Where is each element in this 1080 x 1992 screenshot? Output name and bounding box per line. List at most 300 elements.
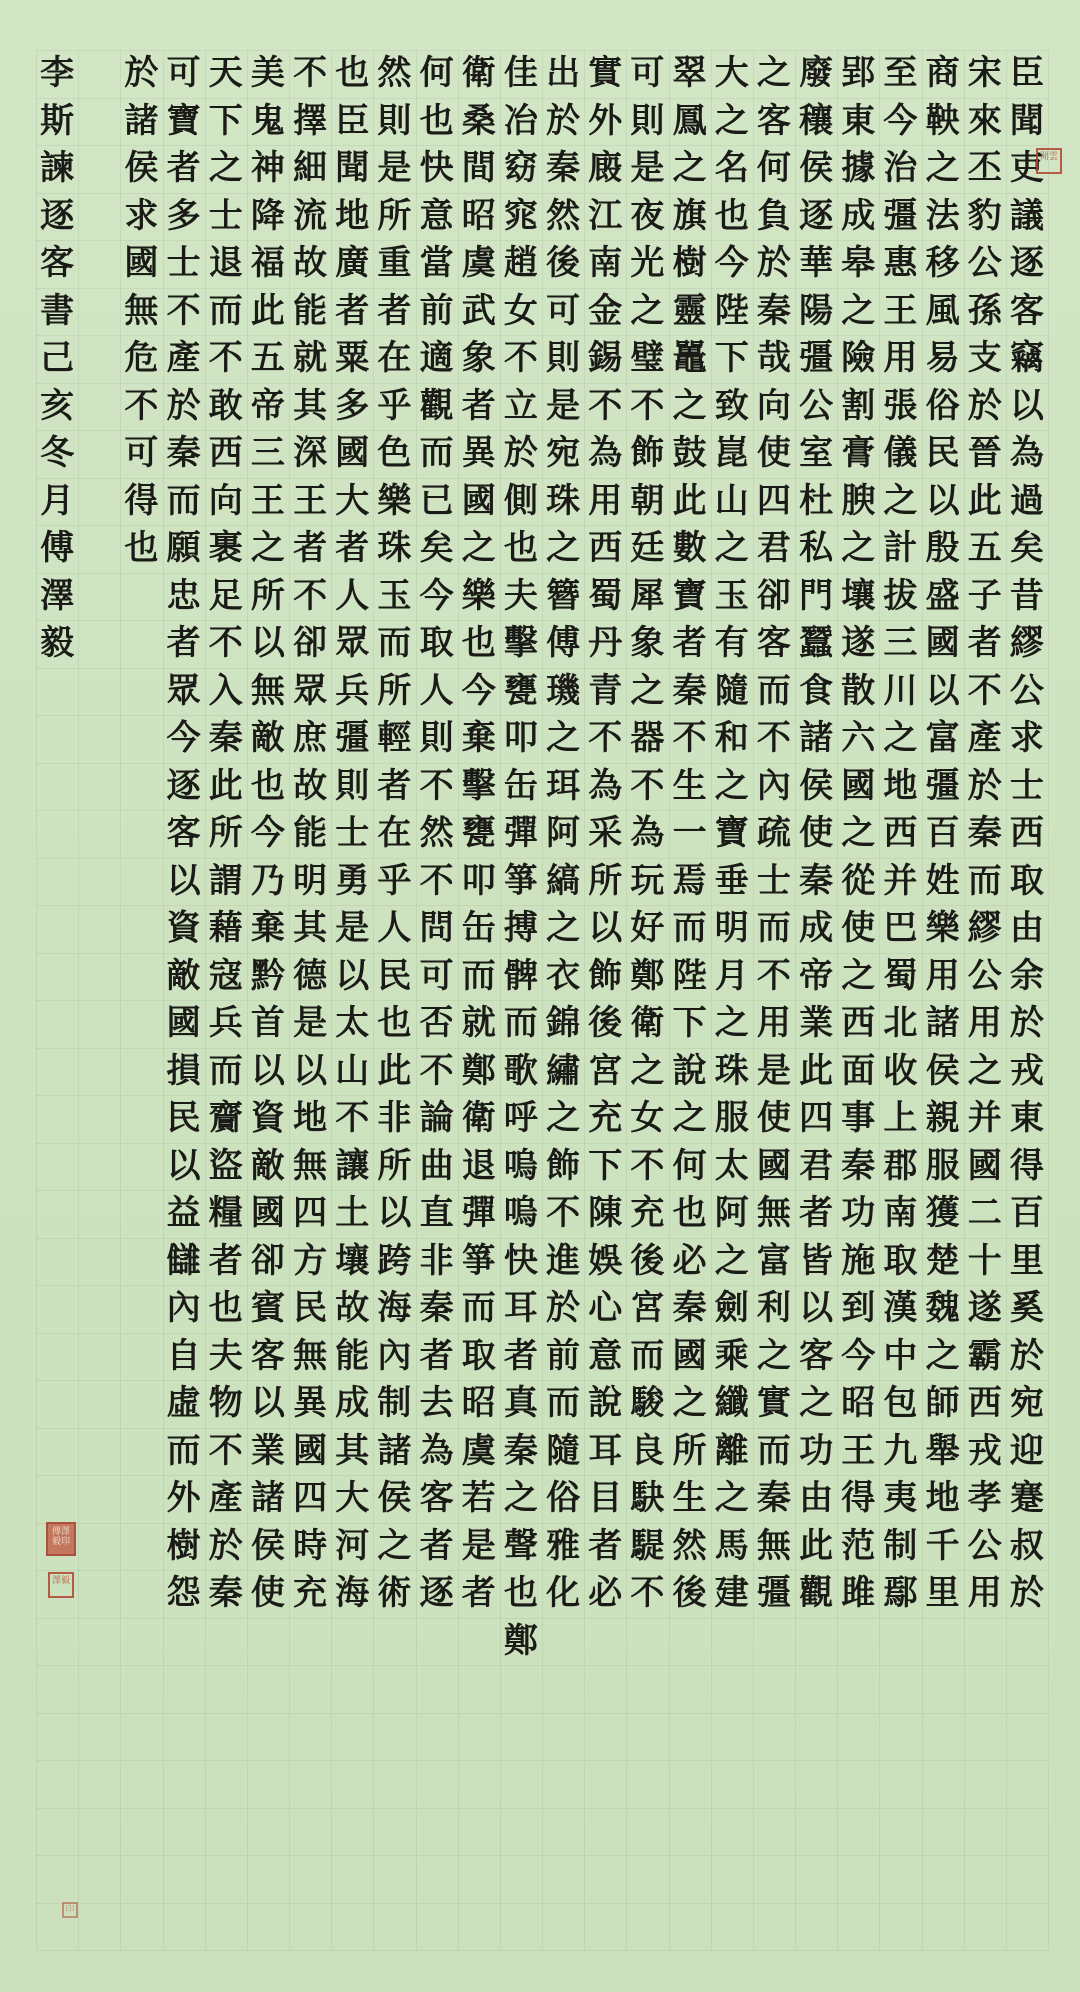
character: 由 bbox=[1009, 908, 1044, 948]
character: 遂 bbox=[841, 623, 876, 663]
character: 鄭 bbox=[461, 1050, 496, 1091]
character: 得 bbox=[124, 480, 159, 521]
character: 建 bbox=[714, 1573, 749, 1613]
character: 穰 bbox=[799, 100, 834, 141]
character: 客 bbox=[756, 100, 791, 141]
character: 人 bbox=[419, 670, 454, 711]
character: 兵 bbox=[335, 670, 370, 711]
character: 而 bbox=[503, 1003, 538, 1043]
character: 王 bbox=[841, 1430, 876, 1471]
character: 虞 bbox=[461, 1430, 496, 1471]
character: 秦 bbox=[208, 718, 243, 758]
character: 逐 bbox=[1009, 243, 1044, 283]
character: 髀 bbox=[503, 955, 538, 996]
character: 王 bbox=[293, 480, 328, 521]
character: 能 bbox=[335, 1335, 370, 1376]
character: 里 bbox=[925, 1573, 960, 1613]
character: 夷 bbox=[883, 1478, 918, 1518]
character: 珠 bbox=[546, 480, 581, 521]
character: 四 bbox=[799, 1098, 834, 1138]
character: 於 bbox=[166, 385, 201, 426]
character: 虛 bbox=[166, 1383, 201, 1423]
character: 時 bbox=[293, 1525, 328, 1566]
character: 也 bbox=[419, 100, 454, 141]
character: 取 bbox=[419, 623, 454, 663]
character: 何 bbox=[756, 148, 791, 188]
character: 在 bbox=[377, 338, 412, 378]
character: 之 bbox=[967, 1050, 1002, 1091]
character: 方 bbox=[293, 1240, 328, 1281]
character: 外 bbox=[166, 1478, 201, 1518]
character: 則 bbox=[546, 338, 581, 378]
character: 是 bbox=[377, 148, 412, 188]
character: 宛 bbox=[546, 433, 581, 473]
character: 衛 bbox=[630, 1003, 665, 1043]
character: 門 bbox=[799, 575, 834, 616]
character: 輕 bbox=[377, 718, 412, 758]
character: 國 bbox=[841, 765, 876, 806]
character: 不 bbox=[588, 385, 623, 426]
character: 嗚 bbox=[503, 1193, 538, 1233]
character: 乘 bbox=[714, 1335, 749, 1376]
character: 劍 bbox=[714, 1288, 749, 1328]
character: 國 bbox=[166, 1003, 201, 1043]
character: 得 bbox=[841, 1478, 876, 1518]
character: 割 bbox=[841, 385, 876, 426]
character: 李 bbox=[40, 53, 75, 93]
character: 張 bbox=[883, 385, 918, 426]
character: 而 bbox=[756, 1430, 791, 1471]
character: 駃 bbox=[630, 1478, 665, 1518]
text-column bbox=[669, 50, 711, 1950]
character: 內 bbox=[377, 1335, 412, 1376]
character: 鞅 bbox=[925, 100, 960, 141]
character: 成 bbox=[799, 908, 834, 948]
character: 重 bbox=[377, 243, 412, 283]
character: 之 bbox=[377, 1525, 412, 1566]
character: 客 bbox=[756, 623, 791, 663]
character: 故 bbox=[293, 243, 328, 283]
text-column bbox=[1006, 50, 1048, 1950]
character: 黔 bbox=[250, 955, 285, 996]
character: 使 bbox=[841, 908, 876, 948]
character: 戎 bbox=[1009, 1050, 1044, 1091]
calligraphy-grid bbox=[36, 50, 1048, 1950]
character: 粟 bbox=[335, 338, 370, 378]
character: 無 bbox=[293, 1145, 328, 1186]
text-column bbox=[584, 50, 626, 1950]
character: 不 bbox=[630, 765, 665, 806]
character: 者 bbox=[377, 290, 412, 331]
character: 中 bbox=[883, 1335, 918, 1376]
character: 臣 bbox=[1009, 53, 1044, 93]
character: 散 bbox=[841, 670, 876, 711]
character: 以 bbox=[166, 1145, 201, 1186]
seal-name-2: 澤毅 bbox=[48, 1572, 74, 1598]
character: 讓 bbox=[335, 1145, 370, 1186]
character: 快 bbox=[419, 148, 454, 188]
character: 魏 bbox=[925, 1288, 960, 1328]
character: 曲 bbox=[419, 1145, 454, 1186]
character: 明 bbox=[714, 908, 749, 948]
character: 旗 bbox=[672, 195, 707, 236]
text-column bbox=[500, 50, 542, 1950]
character: 者 bbox=[335, 290, 370, 331]
character: 德 bbox=[293, 955, 328, 996]
character: 陽 bbox=[799, 290, 834, 331]
character: 者 bbox=[419, 1525, 454, 1566]
character: 不 bbox=[335, 1098, 370, 1138]
character: 向 bbox=[208, 480, 243, 521]
character: 則 bbox=[377, 100, 412, 141]
character: 而 bbox=[419, 433, 454, 473]
character: 聲 bbox=[503, 1525, 538, 1566]
character: 采 bbox=[588, 813, 623, 853]
character: 此 bbox=[967, 480, 1002, 521]
character: 求 bbox=[1009, 718, 1044, 758]
character: 之 bbox=[672, 1383, 707, 1423]
character: 已 bbox=[419, 480, 454, 521]
character: 秦 bbox=[672, 1288, 707, 1328]
character: 謂 bbox=[208, 860, 243, 901]
character: 諸 bbox=[250, 1478, 285, 1518]
character: 盛 bbox=[925, 575, 960, 616]
character: 人 bbox=[335, 575, 370, 616]
character: 帝 bbox=[799, 955, 834, 996]
character: 阿 bbox=[714, 1193, 749, 1233]
character: 負 bbox=[756, 195, 791, 236]
character: 以 bbox=[250, 623, 285, 663]
character: 拔 bbox=[883, 575, 918, 616]
character: 不 bbox=[124, 385, 159, 426]
character: 之 bbox=[714, 1240, 749, 1281]
character: 勇 bbox=[335, 860, 370, 901]
character: 可 bbox=[166, 53, 201, 93]
character: 生 bbox=[672, 1478, 707, 1518]
character: 者 bbox=[799, 1193, 834, 1233]
character: 若 bbox=[461, 1478, 496, 1518]
character: 耳 bbox=[503, 1288, 538, 1328]
character: 於 bbox=[546, 100, 581, 141]
character: 以 bbox=[925, 480, 960, 521]
character: 昭 bbox=[461, 195, 496, 236]
character: 是 bbox=[630, 148, 665, 188]
character: 今 bbox=[461, 670, 496, 711]
character: 昔 bbox=[1009, 575, 1044, 616]
character: 華 bbox=[799, 243, 834, 283]
character: 取 bbox=[1009, 860, 1044, 901]
character: 昭 bbox=[841, 1383, 876, 1423]
character: 女 bbox=[630, 1098, 665, 1138]
character: 不 bbox=[967, 670, 1002, 711]
character: 以 bbox=[1009, 385, 1044, 426]
character: 哉 bbox=[756, 338, 791, 378]
character: 蠶 bbox=[799, 623, 834, 663]
character: 不 bbox=[419, 1050, 454, 1091]
character: 象 bbox=[630, 623, 665, 663]
character: 入 bbox=[208, 670, 243, 711]
character: 臣 bbox=[335, 100, 370, 141]
character: 叔 bbox=[1009, 1525, 1044, 1566]
character: 後 bbox=[546, 243, 581, 283]
character: 百 bbox=[1009, 1193, 1044, 1233]
character: 內 bbox=[756, 765, 791, 806]
character: 者 bbox=[377, 765, 412, 806]
character: 彈 bbox=[503, 813, 538, 853]
character: 雅 bbox=[546, 1525, 581, 1566]
text-column bbox=[289, 50, 331, 1950]
text-column bbox=[78, 50, 120, 1950]
character: 棄 bbox=[461, 718, 496, 758]
character: 玩 bbox=[630, 860, 665, 901]
character: 彊 bbox=[756, 1573, 791, 1613]
character: 民 bbox=[166, 1098, 201, 1138]
character: 天 bbox=[208, 53, 243, 93]
character: 亥 bbox=[40, 385, 75, 426]
character: 說 bbox=[672, 1050, 707, 1091]
character: 疏 bbox=[756, 813, 791, 853]
character: 腴 bbox=[841, 480, 876, 521]
character: 鬼 bbox=[250, 100, 285, 141]
character: 器 bbox=[630, 718, 665, 758]
character: 於 bbox=[503, 433, 538, 473]
character: 而 bbox=[461, 955, 496, 996]
character: 者 bbox=[672, 623, 707, 663]
character: 異 bbox=[293, 1383, 328, 1423]
character: 五 bbox=[250, 338, 285, 378]
character: 之 bbox=[461, 528, 496, 568]
character: 不 bbox=[503, 338, 538, 378]
character: 二 bbox=[967, 1193, 1002, 1233]
character: 收 bbox=[883, 1050, 918, 1091]
character: 地 bbox=[293, 1098, 328, 1138]
character: 衛 bbox=[461, 53, 496, 93]
text-column bbox=[120, 50, 162, 1950]
character: 豹 bbox=[967, 195, 1002, 236]
character: 其 bbox=[335, 1430, 370, 1471]
character: 帝 bbox=[250, 385, 285, 426]
character: 為 bbox=[588, 765, 623, 806]
character: 玉 bbox=[714, 575, 749, 616]
character: 於 bbox=[967, 385, 1002, 426]
character: 下 bbox=[714, 338, 749, 378]
character: 公 bbox=[799, 385, 834, 426]
character: 朝 bbox=[630, 480, 665, 521]
character: 下 bbox=[208, 100, 243, 141]
character: 壤 bbox=[335, 1240, 370, 1281]
character: 騠 bbox=[630, 1525, 665, 1566]
character: 庶 bbox=[293, 718, 328, 758]
character: 觀 bbox=[799, 1573, 834, 1613]
character: 快 bbox=[503, 1240, 538, 1281]
character: 退 bbox=[461, 1145, 496, 1186]
character: 成 bbox=[335, 1383, 370, 1423]
character: 離 bbox=[714, 1430, 749, 1471]
character: 鼓 bbox=[672, 433, 707, 473]
character: 大 bbox=[714, 53, 749, 93]
character: 璧 bbox=[630, 338, 665, 378]
character: 者 bbox=[588, 1525, 623, 1566]
character: 己 bbox=[40, 338, 75, 378]
character: 諸 bbox=[377, 1430, 412, 1471]
character: 焉 bbox=[672, 860, 707, 901]
character: 民 bbox=[293, 1288, 328, 1328]
character: 百 bbox=[925, 813, 960, 853]
character: 士 bbox=[208, 195, 243, 236]
character: 讎 bbox=[166, 1240, 201, 1281]
character: 民 bbox=[925, 433, 960, 473]
character: 三 bbox=[250, 433, 285, 473]
character: 不 bbox=[630, 385, 665, 426]
character: 於 bbox=[967, 765, 1002, 806]
character: 逐 bbox=[799, 195, 834, 236]
character: 逐 bbox=[419, 1573, 454, 1613]
character: 隨 bbox=[714, 670, 749, 711]
character: 是 bbox=[461, 1525, 496, 1566]
character: 何 bbox=[419, 53, 454, 93]
character: 客 bbox=[166, 813, 201, 853]
character: 夜 bbox=[630, 195, 665, 236]
character: 富 bbox=[756, 1240, 791, 1281]
character: 今 bbox=[883, 100, 918, 141]
character: 海 bbox=[335, 1573, 370, 1613]
character: 國 bbox=[250, 1193, 285, 1233]
character: 者 bbox=[293, 528, 328, 568]
character: 客 bbox=[419, 1478, 454, 1518]
character: 東 bbox=[841, 100, 876, 141]
character: 聞 bbox=[335, 148, 370, 188]
character: 犀 bbox=[630, 575, 665, 616]
character: 而 bbox=[208, 1050, 243, 1091]
character: 所 bbox=[250, 575, 285, 616]
character: 業 bbox=[799, 1003, 834, 1043]
character: 國 bbox=[461, 480, 496, 521]
character: 姓 bbox=[925, 860, 960, 901]
character: 昭 bbox=[461, 1383, 496, 1423]
character: 南 bbox=[883, 1193, 918, 1233]
character: 惠 bbox=[883, 243, 918, 283]
text-column bbox=[205, 50, 247, 1950]
character: 忠 bbox=[166, 575, 201, 616]
character: 其 bbox=[293, 908, 328, 948]
character: 觀 bbox=[419, 385, 454, 426]
character: 而 bbox=[756, 908, 791, 948]
character: 以 bbox=[799, 1288, 834, 1328]
character: 桑 bbox=[461, 100, 496, 141]
character: 客 bbox=[40, 243, 75, 283]
character: 美 bbox=[250, 53, 285, 93]
character: 漢 bbox=[883, 1288, 918, 1328]
character: 以 bbox=[250, 1050, 285, 1091]
character: 私 bbox=[799, 528, 834, 568]
character: 也 bbox=[461, 623, 496, 663]
character: 光 bbox=[630, 243, 665, 283]
character: 也 bbox=[503, 1573, 538, 1613]
text-column bbox=[964, 50, 1006, 1950]
character: 充 bbox=[293, 1573, 328, 1613]
character: 敵 bbox=[250, 718, 285, 758]
character: 之 bbox=[925, 148, 960, 188]
character: 功 bbox=[799, 1430, 834, 1471]
character: 今 bbox=[166, 718, 201, 758]
character: 遂 bbox=[967, 1288, 1002, 1328]
character: 范 bbox=[841, 1525, 876, 1566]
character: 彈 bbox=[461, 1193, 496, 1233]
character: 實 bbox=[588, 53, 623, 93]
text-column bbox=[542, 50, 584, 1950]
character: 今 bbox=[841, 1335, 876, 1376]
character: 侯 bbox=[799, 148, 834, 188]
character: 樹 bbox=[166, 1525, 201, 1566]
character: 錦 bbox=[546, 1003, 581, 1043]
character: 子 bbox=[967, 575, 1002, 616]
character: 山 bbox=[714, 480, 749, 521]
character: 千 bbox=[925, 1525, 960, 1566]
character: 來 bbox=[967, 100, 1002, 141]
character: 也 bbox=[503, 528, 538, 568]
character: 秦 bbox=[166, 433, 201, 473]
character: 用 bbox=[756, 1003, 791, 1043]
character: 細 bbox=[293, 148, 328, 188]
character: 客 bbox=[1009, 290, 1044, 331]
character: 飾 bbox=[588, 955, 623, 996]
character: 寇 bbox=[208, 955, 243, 996]
character: 吏 bbox=[1009, 148, 1044, 188]
character: 孫 bbox=[967, 290, 1002, 331]
character: 為 bbox=[588, 433, 623, 473]
character: 以 bbox=[250, 1383, 285, 1423]
character: 者 bbox=[461, 1573, 496, 1613]
character: 四 bbox=[293, 1478, 328, 1518]
character: 向 bbox=[756, 385, 791, 426]
character: 缶 bbox=[503, 765, 538, 806]
character: 舉 bbox=[925, 1430, 960, 1471]
character: 不 bbox=[293, 53, 328, 93]
character: 國 bbox=[293, 1430, 328, 1471]
character: 產 bbox=[166, 338, 201, 378]
character: 而 bbox=[672, 908, 707, 948]
character: 此 bbox=[799, 1050, 834, 1091]
character: 師 bbox=[925, 1383, 960, 1423]
character: 後 bbox=[672, 1573, 707, 1613]
character: 孝 bbox=[967, 1478, 1002, 1518]
character: 巴 bbox=[883, 908, 918, 948]
text-column bbox=[416, 50, 458, 1950]
character: 之 bbox=[756, 1335, 791, 1376]
character: 地 bbox=[925, 1478, 960, 1518]
character: 所 bbox=[377, 195, 412, 236]
character: 真 bbox=[503, 1383, 538, 1423]
character: 用 bbox=[883, 338, 918, 378]
character: 之 bbox=[250, 528, 285, 568]
text-column bbox=[331, 50, 373, 1950]
character: 隨 bbox=[546, 1430, 581, 1471]
character: 國 bbox=[335, 433, 370, 473]
character: 非 bbox=[419, 1240, 454, 1281]
character: 生 bbox=[672, 765, 707, 806]
character: 繡 bbox=[546, 1050, 581, 1091]
character: 人 bbox=[377, 908, 412, 948]
character: 眾 bbox=[335, 623, 370, 663]
character: 郢 bbox=[841, 53, 876, 93]
character: 齎 bbox=[208, 1098, 243, 1138]
character: 意 bbox=[419, 195, 454, 236]
character: 而 bbox=[377, 623, 412, 663]
character: 簪 bbox=[546, 575, 581, 616]
character: 服 bbox=[714, 1098, 749, 1138]
character: 侯 bbox=[799, 765, 834, 806]
character: 之 bbox=[925, 1335, 960, 1376]
